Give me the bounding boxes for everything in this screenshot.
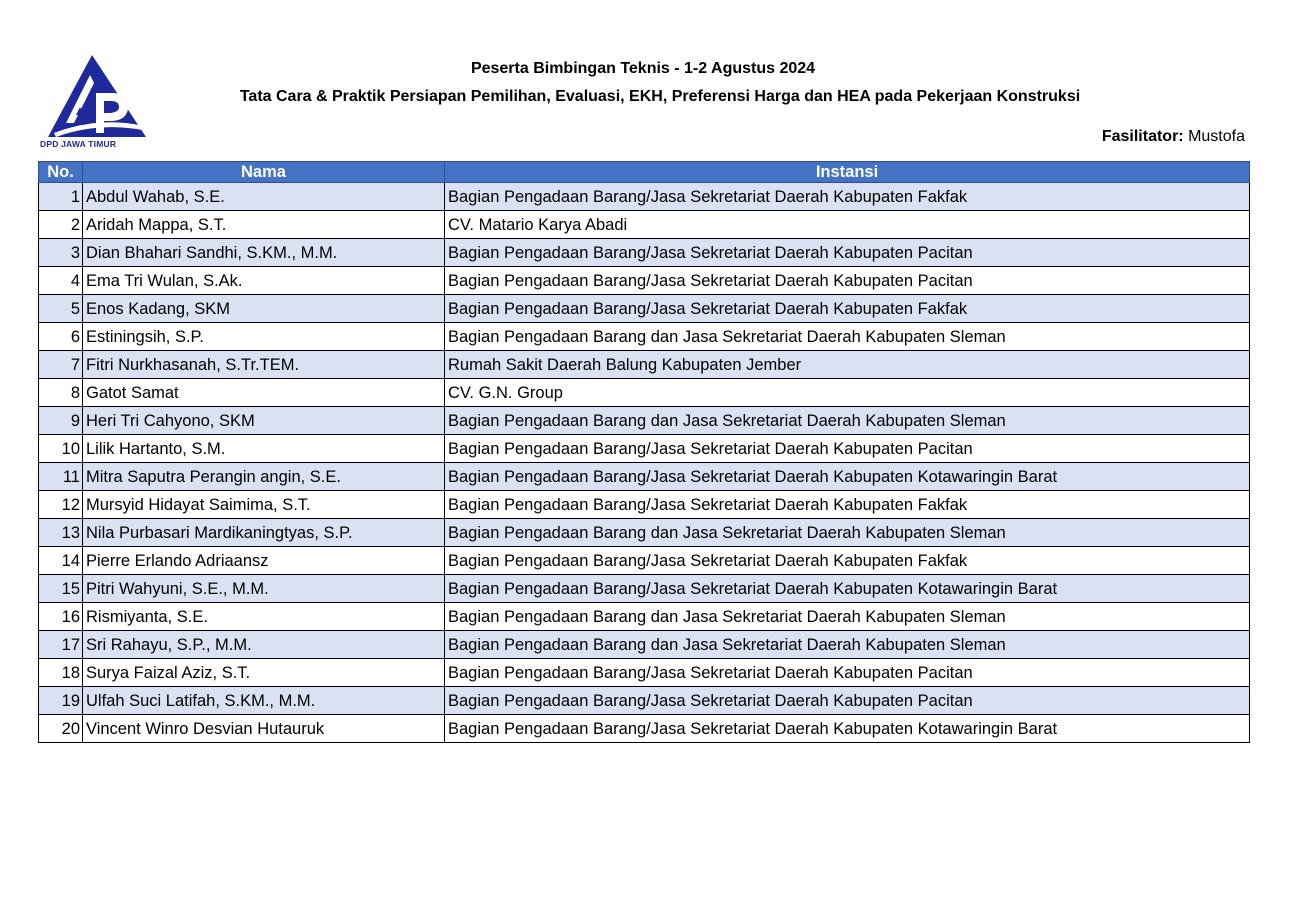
cell-instansi: Bagian Pengadaan Barang/Jasa Sekretariat Daerah Kabupaten Pacitan xyxy=(445,435,1250,463)
cell-nama: Ulfah Suci Latifah, S.KM., M.M. xyxy=(83,687,445,715)
cell-nama: Pitri Wahyuni, S.E., M.M. xyxy=(83,575,445,603)
cell-instansi: Bagian Pengadaan Barang dan Jasa Sekretariat Daerah Kabupaten Sleman xyxy=(445,631,1250,659)
cell-no: 19 xyxy=(39,687,83,715)
table-row xyxy=(39,631,1250,659)
cell-no: 15 xyxy=(39,575,83,603)
facilitator-label: Fasilitator: xyxy=(1101,128,1184,145)
cell-instansi: Bagian Pengadaan Barang/Jasa Sekretariat Daerah Kabupaten Kotawaringin Barat xyxy=(445,575,1250,603)
cell-instansi: Bagian Pengadaan Barang/Jasa Sekretariat Daerah Kabupaten Pacitan xyxy=(445,267,1250,295)
cell-nama: Abdul Wahab, S.E. xyxy=(83,183,445,211)
cell-nama: Mitra Saputra Perangin angin, S.E. xyxy=(83,463,445,491)
cell-instansi: Bagian Pengadaan Barang/Jasa Sekretariat Daerah Kabupaten Kotawaringin Barat xyxy=(445,463,1250,491)
cell-instansi: Bagian Pengadaan Barang/Jasa Sekretariat Daerah Kabupaten Fakfak xyxy=(445,491,1250,519)
cell-no: 5 xyxy=(39,295,83,323)
table-row xyxy=(39,659,1250,687)
cell-nama: Enos Kadang, SKM xyxy=(83,295,445,323)
cell-instansi: Bagian Pengadaan Barang/Jasa Sekretariat Daerah Kabupaten Pacitan xyxy=(445,239,1250,267)
cell-no: 3 xyxy=(39,239,83,267)
cell-no: 16 xyxy=(39,603,83,631)
cell-no: 17 xyxy=(39,631,83,659)
cell-nama: Nila Purbasari Mardikaningtyas, S.P. xyxy=(83,519,445,547)
table-row xyxy=(39,351,1250,379)
cell-instansi: Bagian Pengadaan Barang dan Jasa Sekretariat Daerah Kabupaten Sleman xyxy=(445,407,1250,435)
cell-instansi: Bagian Pengadaan Barang dan Jasa Sekretariat Daerah Kabupaten Sleman xyxy=(445,519,1250,547)
cell-no: 14 xyxy=(39,547,83,575)
column-header-instansi: Instansi xyxy=(445,162,1250,183)
document-title-text: Peserta Bimbingan Teknis - 1-2 Agustus 2024 xyxy=(470,60,816,77)
logo-caption: DPD JAWA TIMUR xyxy=(40,139,117,149)
cell-no: 2 xyxy=(39,211,83,239)
cell-nama: Lilik Hartanto, S.M. xyxy=(83,435,445,463)
cell-no: 18 xyxy=(39,659,83,687)
table-row xyxy=(39,407,1250,435)
cell-nama: Heri Tri Cahyono, SKM xyxy=(83,407,445,435)
cell-nama: Mursyid Hidayat Saimima, S.T. xyxy=(83,491,445,519)
participants-table xyxy=(38,161,1250,743)
cell-instansi: Bagian Pengadaan Barang/Jasa Sekretariat Daerah Kabupaten Pacitan xyxy=(445,659,1250,687)
table-row xyxy=(39,491,1250,519)
cell-nama: Fitri Nurkhasanah, S.Tr.TEM. xyxy=(83,351,445,379)
cell-nama: Dian Bhahari Sandhi, S.KM., M.M. xyxy=(83,239,445,267)
cell-nama: Rismiyanta, S.E. xyxy=(83,603,445,631)
cell-no: 8 xyxy=(39,379,83,407)
cell-nama: Vincent Winro Desvian Hutauruk xyxy=(83,715,445,743)
cell-instansi: Bagian Pengadaan Barang dan Jasa Sekretariat Daerah Kabupaten Sleman xyxy=(445,323,1250,351)
cell-instansi: Bagian Pengadaan Barang/Jasa Sekretariat Daerah Kabupaten Kotawaringin Barat xyxy=(445,715,1250,743)
cell-nama: Gatot Samat xyxy=(83,379,445,407)
table-row xyxy=(39,519,1250,547)
table-row xyxy=(39,267,1250,295)
cell-no: 4 xyxy=(39,267,83,295)
cell-instansi: Rumah Sakit Daerah Balung Kabupaten Jember xyxy=(445,351,1250,379)
table-row xyxy=(39,575,1250,603)
table-body xyxy=(39,183,1250,743)
table-row xyxy=(39,379,1250,407)
table-row xyxy=(39,715,1250,743)
table-row xyxy=(39,183,1250,211)
table-row xyxy=(39,463,1250,491)
cell-no: 20 xyxy=(39,715,83,743)
cell-instansi: Bagian Pengadaan Barang/Jasa Sekretariat Daerah Kabupaten Fakfak xyxy=(445,295,1250,323)
cell-no: 1 xyxy=(39,183,83,211)
facilitator-name: Mustofa xyxy=(1188,128,1245,145)
facilitator-line xyxy=(1102,128,1245,146)
cell-no: 9 xyxy=(39,407,83,435)
cell-no: 10 xyxy=(39,435,83,463)
cell-nama: Sri Rahayu, S.P., M.M. xyxy=(83,631,445,659)
cell-no: 12 xyxy=(39,491,83,519)
column-header-no: No. xyxy=(39,162,83,183)
cell-instansi: Bagian Pengadaan Barang/Jasa Sekretariat Daerah Kabupaten Fakfak xyxy=(445,547,1250,575)
table-row xyxy=(39,687,1250,715)
cell-no: 11 xyxy=(39,463,83,491)
cell-nama: Surya Faizal Aziz, S.T. xyxy=(83,659,445,687)
cell-no: 7 xyxy=(39,351,83,379)
cell-instansi: CV. Matario Karya Abadi xyxy=(445,211,1250,239)
cell-no: 13 xyxy=(39,519,83,547)
cell-nama: Aridah Mappa, S.T. xyxy=(83,211,445,239)
table-row xyxy=(39,323,1250,351)
table-row xyxy=(39,211,1250,239)
cell-no: 6 xyxy=(39,323,83,351)
table-row xyxy=(39,435,1250,463)
document-title xyxy=(0,60,1290,78)
cell-instansi: Bagian Pengadaan Barang/Jasa Sekretariat Daerah Kabupaten Fakfak xyxy=(445,183,1250,211)
table-row xyxy=(39,295,1250,323)
cell-nama: Estiningsih, S.P. xyxy=(83,323,445,351)
cell-instansi: CV. G.N. Group xyxy=(445,379,1250,407)
table-header-row xyxy=(39,162,1250,183)
table-row xyxy=(39,603,1250,631)
cell-instansi: Bagian Pengadaan Barang/Jasa Sekretariat Daerah Kabupaten Pacitan xyxy=(445,687,1250,715)
table-row xyxy=(39,239,1250,267)
cell-instansi: Bagian Pengadaan Barang dan Jasa Sekretariat Daerah Kabupaten Sleman xyxy=(445,603,1250,631)
cell-nama: Ema Tri Wulan, S.Ak. xyxy=(83,267,445,295)
document-subtitle: Tata Cara & Praktik Persiapan Pemilihan, Evaluasi, EKH, Preferensi Harga dan HEA pada Pekerjaan Konstruksi xyxy=(239,88,1081,105)
cell-nama: Pierre Erlando Adriaansz xyxy=(83,547,445,575)
column-header-nama: Nama xyxy=(83,162,445,183)
table-row xyxy=(39,547,1250,575)
